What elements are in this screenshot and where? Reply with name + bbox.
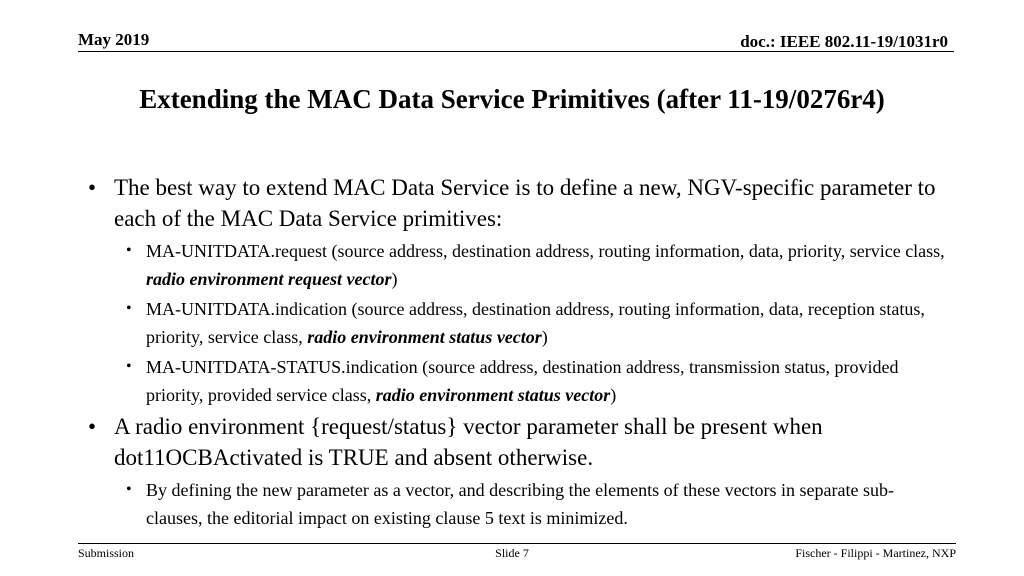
sub-bullet-tail: ) [541,327,548,347]
sub-bullet-2-1 [88,476,948,532]
footer-slide-number: Slide 7 [495,546,529,560]
sub-bullet-1-2 [88,295,948,351]
bullet-1 [88,172,948,234]
footer-submission: Submission [78,546,135,560]
sub-bullet-tail: ) [610,385,617,405]
header-doc-id: doc.: IEEE 802.11-19/1031r0 [740,32,948,51]
emphasis-text: radio environment request vector [146,269,392,289]
bullet-marker: • [88,414,97,439]
sub-bullet-tail: ) [391,269,398,289]
sub-bullet-marker: • [126,300,132,317]
emphasis-text: radio environment status vector [375,385,611,405]
header-divider [78,51,954,52]
emphasis-text: radio environment status vector [307,327,542,347]
sub-bullet-marker: • [126,358,132,375]
sub-bullet-1-3 [88,353,948,409]
sub-bullet-text: By defining the new parameter as a vector, and describing the elements of these vectors in separate sub-clauses, the editorial impact on existing clause 5 text is minimized. [146,480,895,528]
sub-bullet-marker: • [126,481,132,498]
bullet-2 [88,411,948,473]
header-date: May 2019 [78,30,150,49]
bullet-2-text: A radio environment {request/status} vector parameter shall be present when dot11OCBActivated is TRUE and absent otherwise. [114,414,823,470]
footer-authors: Fischer - Filippi - Martinez, NXP [795,546,956,560]
sub-bullet-1-1 [88,237,948,293]
bullet-marker: • [88,175,97,200]
sub-bullet-marker: • [126,242,132,259]
sub-bullet-text: MA-UNITDATA-STATUS.indication (source address, destination address, transmission status, provided priority, provided service class, [146,357,899,405]
bullet-1-text: The best way to extend MAC Data Service is to define a new, NGV-specific parameter to each of the MAC Data Service primitives: [114,175,936,231]
slide-body [88,172,948,534]
slide-title: Extending the MAC Data Service Primitives (after 11-19/0276r4) [139,84,885,114]
sub-bullet-text: MA-UNITDATA.indication (source address, destination address, routing information, data, reception status, priority, service class, [146,299,925,347]
sub-bullet-text: MA-UNITDATA.request (source address, destination address, routing information, data, priority, service class, [146,241,945,261]
footer-divider [78,543,956,544]
